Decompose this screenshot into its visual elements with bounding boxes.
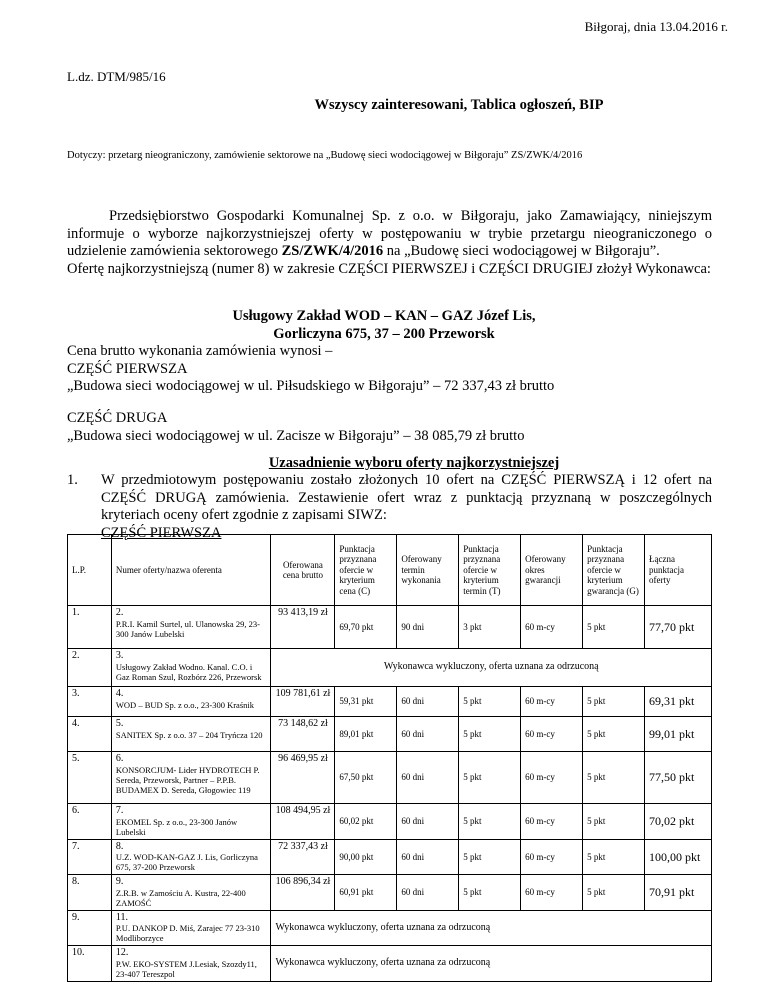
- table-row: [68, 910, 712, 946]
- cell-t: 5 pkt: [459, 717, 521, 752]
- price-block: [67, 343, 554, 396]
- header-t: Punktacja przyznana ofercie w kryterium termin (T): [459, 535, 521, 606]
- table-row: [68, 752, 712, 804]
- cell-price: 73 148,62 zł: [271, 717, 335, 752]
- justification-number: 1.: [67, 472, 78, 488]
- cell-offer: [111, 839, 271, 875]
- offer-name: Z.R.B. w Zamościu A. Kustra, 22-400 ZAMOŚĆ: [115, 887, 246, 908]
- reference-number: L.dz. DTM/985/16: [67, 69, 166, 84]
- cell-t: 5 pkt: [459, 687, 521, 717]
- cell-lp: 5.: [68, 752, 112, 804]
- offer-number: 3.: [115, 650, 124, 661]
- cell-t: 5 pkt: [459, 875, 521, 911]
- cell-offer: [111, 946, 271, 982]
- document-date: Biłgoraj, dnia 13.04.2016 r.: [584, 19, 728, 34]
- header-term: Oferowany termin wykonania: [397, 535, 459, 606]
- cell-c: 59,31 pkt: [335, 687, 397, 717]
- offer-name: P.W. EKO-SYSTEM J.Lesiak, Szozdy11, 23-407 Tereszpol: [115, 958, 257, 979]
- part2-description: „Budowa sieci wodociągowej w ul. Zacisze w Biłgoraju” – 38 085,79 zł brutto: [67, 427, 525, 444]
- exclusion-note: Wykonawca wykluczony, oferta uznana za odrzuconą: [271, 946, 712, 982]
- cell-warranty: 60 m-cy: [521, 752, 583, 804]
- cell-offer: [111, 717, 271, 752]
- offer-number: 11.: [115, 911, 129, 923]
- cell-c: 89,01 pkt: [335, 717, 397, 752]
- offer-name: KONSORCJUM- Lider HYDROTECH P. Sereda, Przeworsk, Partner – P.P.B. BUDAMEX D. Sereda, Głogowiec 119: [115, 764, 260, 795]
- justification-part-label: CZĘŚĆ PIERWSZA: [101, 524, 222, 541]
- cell-c: 90,00 pkt: [335, 839, 397, 875]
- offer-name: EKOMEL Sp. z o.o., 23-300 Janów Lubelski: [115, 816, 238, 837]
- offer-number: 7.: [115, 805, 124, 816]
- header-price: Oferowana cena brutto: [271, 535, 335, 606]
- cell-total: 100,00 pkt: [645, 839, 712, 875]
- header-total: Łączna punktacja oferty: [645, 535, 712, 606]
- cell-price: 96 469,95 zł: [271, 752, 335, 804]
- cell-term: 60 dni: [397, 717, 459, 752]
- offer-number: 2.: [115, 607, 124, 618]
- cell-warranty: 60 m-cy: [521, 606, 583, 649]
- cell-lp: 8.: [68, 875, 112, 911]
- offer-name: P.U. DANKOP D. Miś, Zarajec 77 23-310 Modliborzyce: [115, 923, 260, 943]
- table-row: [68, 649, 712, 687]
- table-row: [68, 946, 712, 982]
- header-name: Numer oferty/nazwa oferenta: [111, 535, 271, 606]
- header-g: Punktacja przyznana ofercie w kryterium gwarancja (G): [583, 535, 645, 606]
- part2-label: CZĘŚĆ DRUGA: [67, 410, 168, 426]
- cell-c: 60,02 pkt: [335, 804, 397, 840]
- cell-total: 77,70 pkt: [645, 606, 712, 649]
- justification-text: W przedmiotowym postępowaniu zostało złożonych 10 ofert na CZĘŚĆ PIERWSZĄ i 12 ofert na CZĘŚĆ DRUGĄ zamówienia. Zestawienie ofert wraz z punktacją przyznaną w poszczególnych kryteriach oceny ofert zgodnie z zapisami SIWZ:: [101, 472, 712, 523]
- cell-t: 5 pkt: [459, 839, 521, 875]
- table-row: [68, 717, 712, 752]
- cell-offer: [111, 910, 271, 946]
- cell-g: 5 pkt: [583, 687, 645, 717]
- offer-number: 5.: [115, 718, 124, 729]
- recipients: Wszyscy zainteresowani, Tablica ogłoszeń, BIP: [314, 97, 604, 113]
- cell-term: 60 dni: [397, 839, 459, 875]
- cell-price: 108 494,95 zł: [271, 804, 335, 840]
- cell-warranty: 60 m-cy: [521, 804, 583, 840]
- table-row: [68, 875, 712, 911]
- cell-g: 5 pkt: [583, 839, 645, 875]
- cell-c: 69,70 pkt: [335, 606, 397, 649]
- cell-lp: 4.: [68, 717, 112, 752]
- cell-g: 5 pkt: [583, 606, 645, 649]
- price-intro: Cena brutto wykonania zamówienia wynosi –: [67, 343, 333, 359]
- cell-total: 69,31 pkt: [645, 687, 712, 717]
- cell-g: 5 pkt: [583, 875, 645, 911]
- offer-number: 9.: [115, 876, 124, 887]
- offer-number: 12.: [115, 947, 129, 958]
- offer-name: P.R.I. Kamil Surtel, ul. Ulanowska 29, 23-300 Janów Lubelski: [115, 618, 260, 639]
- offers-table: [67, 534, 712, 982]
- cell-term: 60 dni: [397, 804, 459, 840]
- exclusion-note: Wykonawca wykluczony, oferta uznana za odrzuconą: [271, 910, 712, 946]
- cell-g: 5 pkt: [583, 804, 645, 840]
- cell-price: 72 337,43 zł: [271, 839, 335, 875]
- cell-warranty: 60 m-cy: [521, 687, 583, 717]
- part1-label: CZĘŚĆ PIERWSZA: [67, 360, 188, 377]
- cell-offer: [111, 606, 271, 649]
- cell-lp: 1.: [68, 606, 112, 649]
- cell-offer: [111, 752, 271, 804]
- cell-offer: [111, 804, 271, 840]
- cell-price: 109 781,61 zł: [271, 687, 335, 717]
- cell-lp: 2.: [68, 649, 112, 687]
- intro-text-3: Ofertę najkorzystniejszą (numer 8) w zakresie CZĘŚCI PIERWSZEJ i CZĘŚCI DRUGIEJ złożył Wykonawca:: [67, 260, 711, 277]
- table-row: [68, 804, 712, 840]
- cell-lp: 6.: [68, 804, 112, 840]
- offer-number: 6.: [115, 753, 124, 764]
- exclusion-note: Wykonawca wykluczony, oferta uznana za odrzuconą: [271, 649, 712, 687]
- winner-name: Usługowy Zakład WOD – KAN – GAZ Józef Lis,: [232, 308, 536, 324]
- offer-name: Usługowy Zakład Wodno. Kanal. C.O. i Gaz Roman Szul, Rozbórz 226, Przeworsk: [115, 661, 262, 682]
- cell-total: 70,02 pkt: [645, 804, 712, 840]
- cell-term: 60 dni: [397, 687, 459, 717]
- intro-text-1: Przedsiębiorstwo Gospodarki Komunalnej Sp. z o.o. w Biłgoraju, jako Zamawiający, niniejszym informuje o wyborze najkorzystniejszej oferty w postępowaniu w trybie przetargu nieograniczonego o udzielenie zamówienia sektorowego: [67, 208, 712, 259]
- offer-name: U.Z. WOD-KAN-GAZ J. Lis, Gorliczyna 675, 37-200 Przeworsk: [115, 852, 258, 872]
- cell-term: 90 dni: [397, 606, 459, 649]
- justification-title: Uzasadnienie wyboru oferty najkorzystniejszej: [268, 455, 560, 471]
- table-header-row: [68, 535, 712, 606]
- cell-c: 60,91 pkt: [335, 875, 397, 911]
- cell-t: 5 pkt: [459, 804, 521, 840]
- table-row: [68, 839, 712, 875]
- header-c: Punktacja przyznana ofercie w kryterium cena (C): [335, 535, 397, 606]
- cell-price: 106 896,34 zł: [271, 875, 335, 911]
- part1-description: „Budowa sieci wodociągowej w ul. Piłsudskiego w Biłgoraju” – 72 337,43 zł brutto: [67, 378, 555, 394]
- offer-number: 8.: [115, 840, 124, 852]
- cell-term: 60 dni: [397, 752, 459, 804]
- tender-code: ZS/ZWK/4/2016: [281, 243, 384, 259]
- offer-name: SANITEX Sp. z o.o. 37 – 204 Tryńcza 120: [115, 729, 263, 740]
- cell-c: 67,50 pkt: [335, 752, 397, 804]
- cell-lp: 10.: [68, 946, 112, 982]
- cell-total: 77,50 pkt: [645, 752, 712, 804]
- justification-block: [67, 472, 712, 542]
- offer-number: 4.: [115, 688, 124, 699]
- cell-t: 3 pkt: [459, 606, 521, 649]
- header-warranty: Oferowany okres gwarancji: [521, 535, 583, 606]
- cell-warranty: 60 m-cy: [521, 839, 583, 875]
- cell-offer: [111, 687, 271, 717]
- cell-lp: 9.: [68, 910, 112, 946]
- header-lp: L.P.: [68, 535, 112, 606]
- offer-name: WOD – BUD Sp. z o.o., 23-300 Kraśnik: [115, 699, 255, 710]
- cell-g: 5 pkt: [583, 717, 645, 752]
- winner-block: [0, 307, 768, 343]
- cell-term: 60 dni: [397, 875, 459, 911]
- cell-total: 99,01 pkt: [645, 717, 712, 752]
- part2-block: [67, 410, 524, 445]
- cell-warranty: 60 m-cy: [521, 875, 583, 911]
- cell-offer: [111, 875, 271, 911]
- cell-warranty: 60 m-cy: [521, 717, 583, 752]
- intro-paragraph: [67, 208, 712, 278]
- cell-offer: [111, 649, 271, 687]
- cell-lp: 3.: [68, 687, 112, 717]
- cell-lp: 7.: [68, 839, 112, 875]
- cell-price: 93 413,19 zł: [271, 606, 335, 649]
- table-row: [68, 687, 712, 717]
- cell-total: 70,91 pkt: [645, 875, 712, 911]
- intro-text-2: na „Budowę sieci wodociągowej w Biłgoraju”.: [383, 243, 660, 259]
- subject-line: Dotyczy: przetarg nieograniczony, zamówienie sektorowe na „Budowę sieci wodociągowej w Biłgoraju” ZS/ZWK/4/2016: [67, 150, 583, 161]
- cell-g: 5 pkt: [583, 752, 645, 804]
- cell-t: 5 pkt: [459, 752, 521, 804]
- winner-address: Gorliczyna 675, 37 – 200 Przeworsk: [273, 326, 495, 342]
- table-row: [68, 606, 712, 649]
